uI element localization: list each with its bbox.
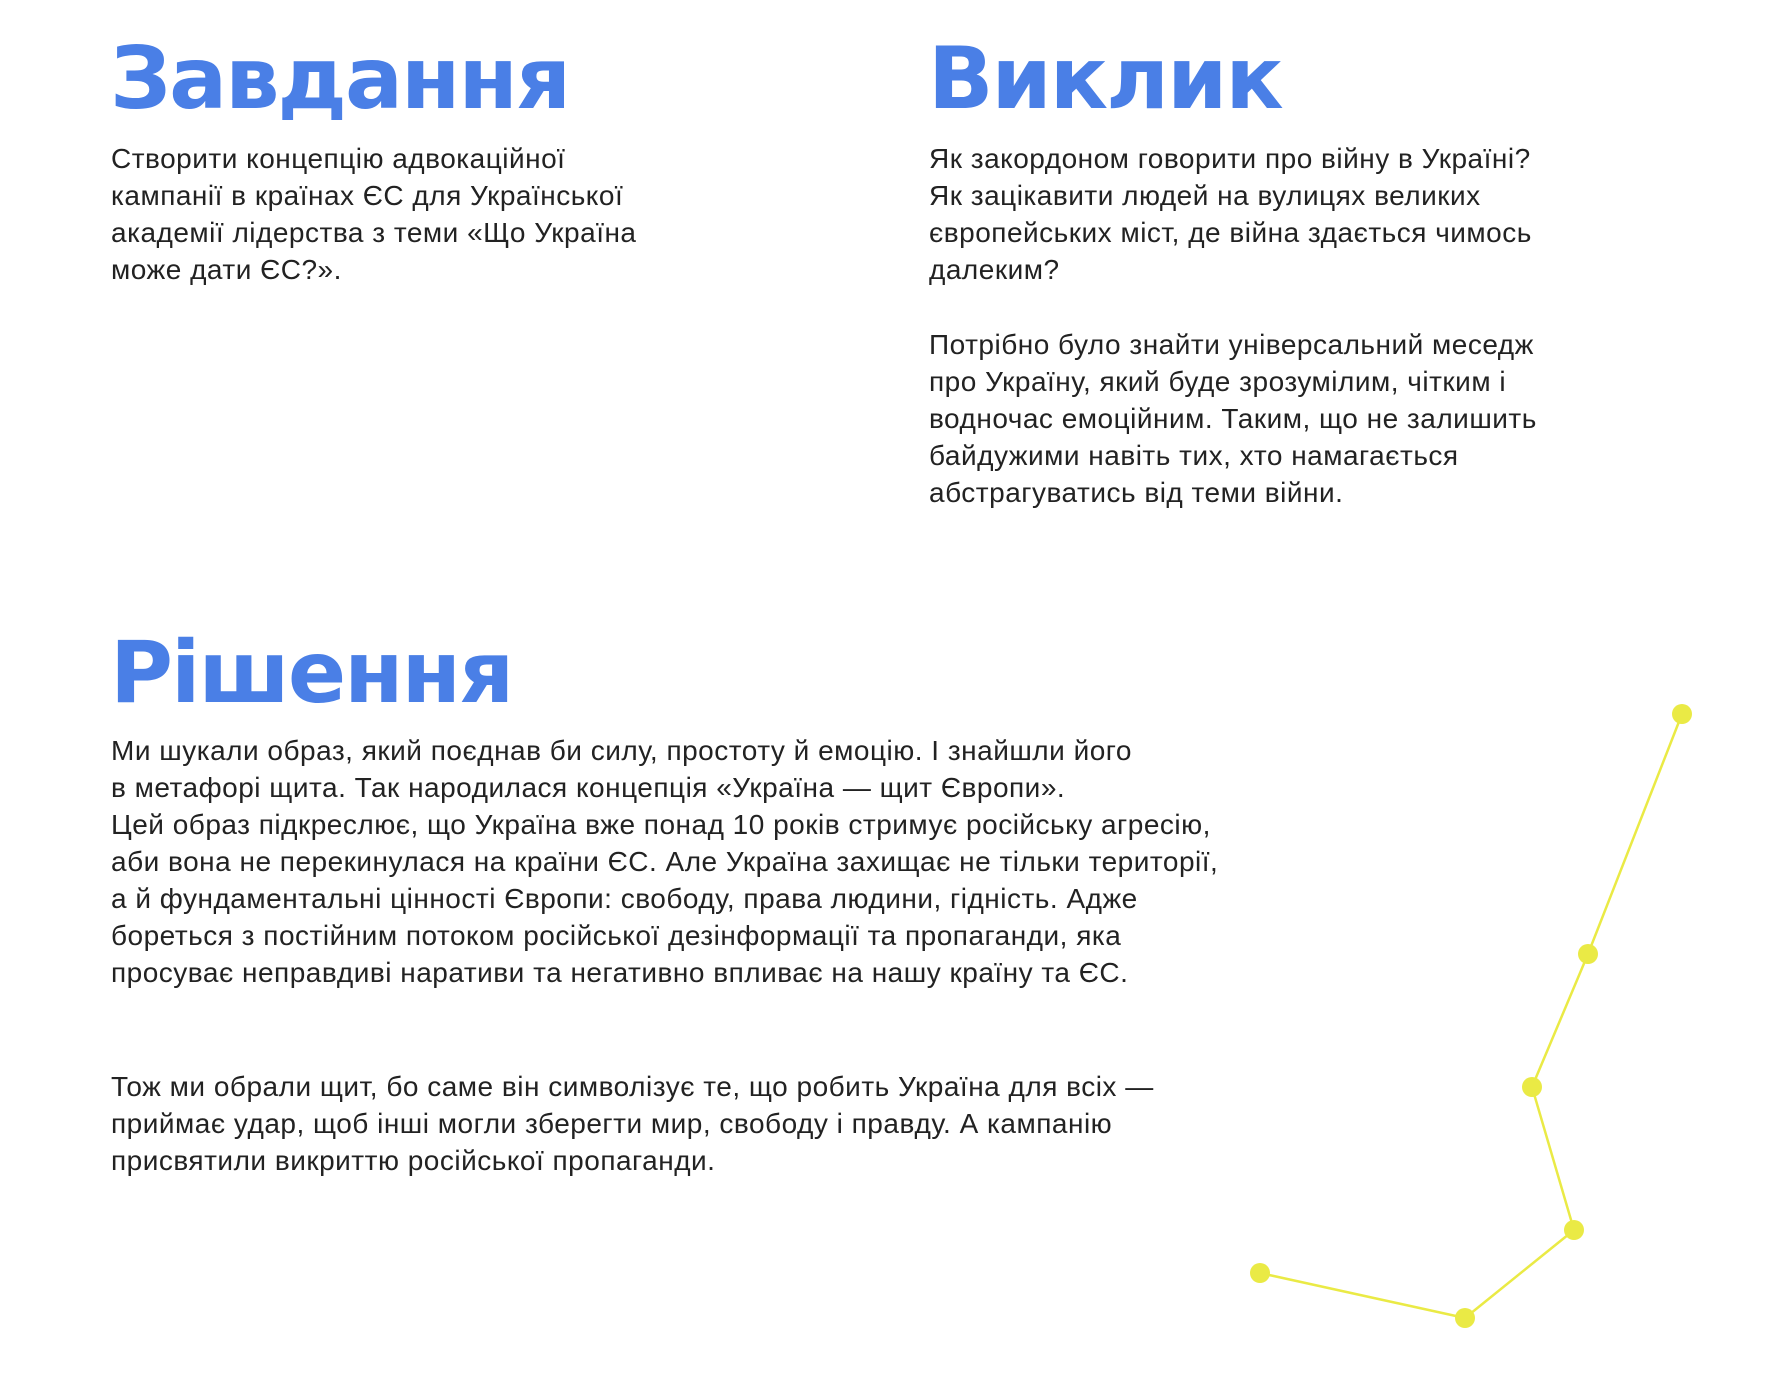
solution-heading: Рішення [110,623,513,723]
solution-paragraph-2: Тож ми обрали щит, бо саме він символізує те, що робить Україна для всіх — приймає удар, щоб інші могли зберегти мир, свободу і правду. А кампанію присвятили викриттю російської пропаганди. [111,1071,1154,1176]
challenge-paragraph-1: Як закордоном говорити про війну в Україні? Як зацікавити людей на вулицях великих європейських міст, де війна здається чимось далеким? [929,143,1532,285]
solution-paragraph-1: Ми шукали образ, який поєднав би силу, простоту й емоцію. І знайшли його в метафорі щита. Так народилася концепція «Україна — щит Європи». Цей образ підкреслює, що Україна вже понад 10 років стримує російську агресію, аби вона не перекинулася на країни ЄС. Але Україна захищає не тільки території, а й фундаментальні цінності Європи: свободу, права людини, гідність. Адже бореться з постійним потоком російської дезінформації та пропаганди, яка просуває неправдиві наративи та негативно впливає на нашу країну та ЄС. [111,735,1219,988]
constellation-star [1672,704,1692,724]
challenge-heading: Виклик [928,29,1282,129]
task-paragraph: Створити концепцію адвокаційної кампанії в країнах ЄС для Української академії лідерства з теми «Що Україна може дати ЄС?». [111,143,637,285]
constellation-star [1250,1263,1270,1283]
challenge-paragraph-2: Потрібно було знайти універсальний меседж про Україну, який буде зрозумілим, чітким і водночас емоційним. Таким, що не залишить байдужими навіть тих, хто намагається абстрагуватись від теми війни. [929,329,1537,508]
constellation-star [1522,1077,1542,1097]
constellation-star [1455,1308,1475,1328]
constellation-star [1564,1220,1584,1240]
task-heading: Завдання [110,29,570,129]
constellation-star [1578,944,1598,964]
